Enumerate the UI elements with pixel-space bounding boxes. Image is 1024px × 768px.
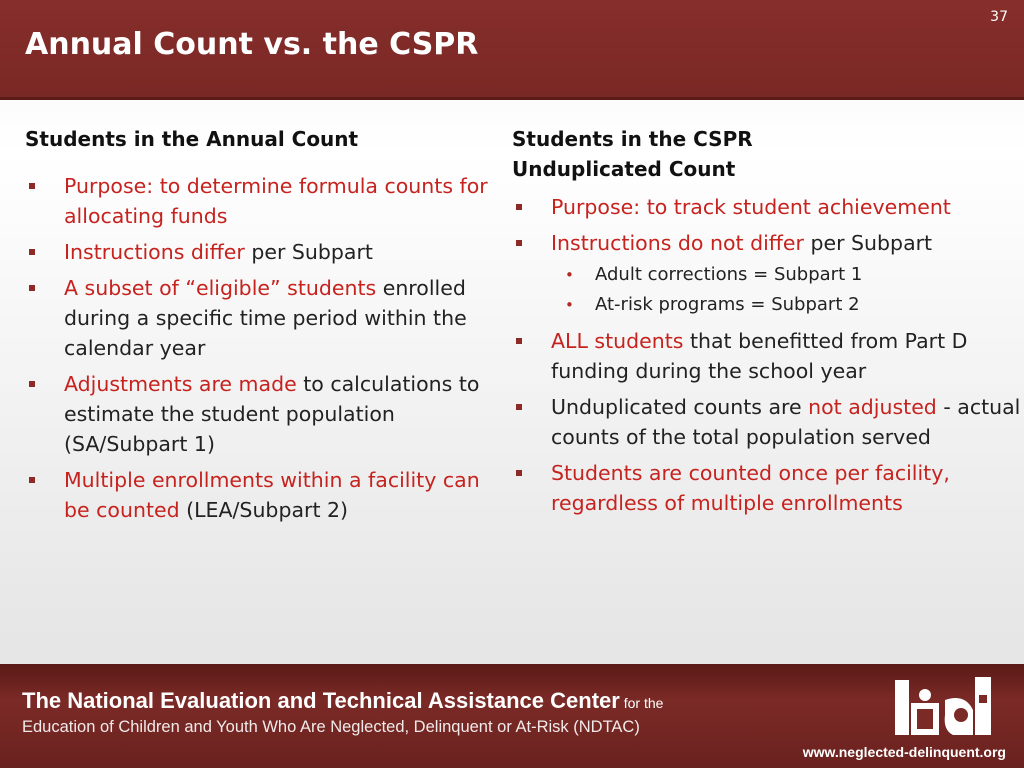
bullet-text: to calculations to estimate the student population (SA/Subpart 1)	[64, 372, 480, 456]
bullet-text: (LEA/Subpart 2)	[179, 498, 349, 522]
bullet-highlight: Multiple enrollments within a facility can be counted	[64, 468, 480, 522]
bullet-text: - actual counts of the total population served	[551, 395, 1021, 449]
bullet-highlight: A subset of “eligible” students	[64, 276, 377, 300]
bullet-text: per Subpart	[803, 231, 933, 255]
bullet-item	[512, 458, 1022, 518]
slide-number: 37	[990, 9, 1008, 25]
annual-count-column	[25, 124, 495, 531]
cspr-heading-line1: Students in the CSPR	[512, 127, 753, 151]
footer-url: www.neglected-delinquent.org	[802, 744, 1006, 760]
bullet-item	[25, 171, 495, 231]
cspr-bullet-list	[512, 192, 1022, 518]
bullet-highlight: Instructions do not differ	[551, 231, 804, 255]
footer-center-suffix: for the	[619, 695, 664, 711]
cspr-count-heading	[512, 124, 1022, 184]
sub-bullet-item: • At-risk programs = Subpart 2	[551, 290, 1022, 320]
sub-bullet-item: • Adult corrections = Subpart 1	[551, 260, 1022, 290]
bullet-item	[512, 228, 1022, 320]
bullet-item	[512, 392, 1022, 452]
bullet-highlight: Instructions differ	[64, 240, 245, 264]
bullet-highlight: Purpose: to determine formula counts for allocating funds	[64, 174, 488, 228]
cspr-heading-line2: Unduplicated Count	[512, 157, 736, 181]
bullet-item	[25, 237, 495, 267]
bullet-text: that benefitted from Part D funding during the school year	[551, 329, 968, 383]
ndtac-logo	[895, 675, 1005, 740]
footer-center-title: The National Evaluation and Technical Assistance Center	[22, 688, 620, 713]
annual-count-bullet-list	[25, 171, 495, 525]
subpart-sub-list	[551, 260, 1022, 320]
bullet-text: per Subpart	[244, 240, 373, 264]
title-bar	[0, 0, 1024, 100]
bullet-text: enrolled during a specific time period within the calendar year	[64, 276, 467, 360]
bullet-item	[512, 192, 1022, 222]
bullet-highlight: Adjustments are made	[64, 372, 297, 396]
annual-count-heading: Students in the Annual Count	[25, 127, 359, 151]
cspr-count-column	[512, 124, 1022, 524]
bullet-item	[25, 369, 495, 459]
slide-title: Annual Count vs. the CSPR	[25, 27, 479, 62]
bullet-text: Unduplicated counts are	[551, 395, 809, 419]
footer-center-name	[22, 688, 663, 714]
bullet-item	[25, 465, 495, 525]
bullet-highlight: Students are counted once per facility, regardless of multiple enrollments	[551, 461, 950, 515]
bullet-item	[512, 326, 1022, 386]
bullet-highlight: not adjusted	[808, 395, 937, 419]
footer-subtitle: Education of Children and Youth Who Are Neglected, Delinquent or At-Risk (NDTAC)	[22, 718, 640, 736]
bullet-highlight: Purpose: to track student achievement	[551, 195, 951, 219]
bullet-highlight: ALL students	[551, 329, 684, 353]
bullet-item	[25, 273, 495, 363]
footer-bar	[0, 664, 1024, 768]
